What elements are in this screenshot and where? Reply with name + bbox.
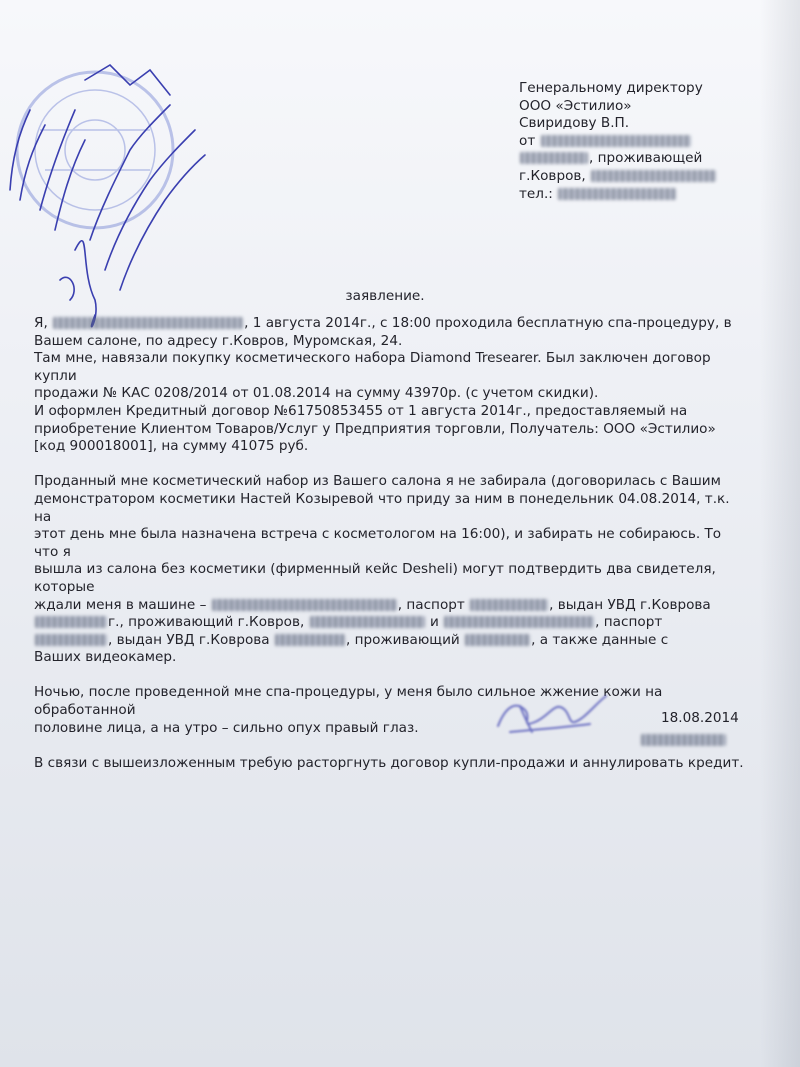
text-line: Проданный мне косметический набор из Вашего салона я не забирала (договорилась с Вашим [34, 473, 721, 490]
redacted-signer-name [641, 734, 726, 746]
redacted-date [275, 634, 345, 646]
addressee-phone-label: тел.: [519, 185, 553, 202]
text-line: демонстратором косметики Настей Козыревой что приду за ним в понедельник 04.08.2014, т.к. на [34, 490, 730, 525]
text-line: И оформлен Кредитный договор №61750853455 от 1 августа 2014г., предоставляемый на [34, 402, 688, 419]
redacted-sender-name [520, 152, 588, 164]
text-fragment: , проживающий [345, 631, 460, 648]
redacted-date [35, 616, 107, 628]
text-fragment: Я, [34, 315, 48, 331]
redacted-address [591, 170, 716, 182]
addressee-line [519, 168, 759, 186]
text-line: Ваших видеокамер. [34, 649, 177, 666]
addressee-line: Свиридову В.П. [519, 115, 630, 132]
addressee-line [519, 150, 759, 168]
text-line: В связи с вышеизложенным требую расторгнуть договор купли-продажи и аннулировать кредит. [34, 754, 744, 771]
text-line: Вашем салоне, по адресу г.Ковров, Муромская, 24. [34, 332, 403, 349]
text-line: Там мне, навязали покупку косметического набора Diamond Tresearer. Был заключен договор купли [34, 350, 711, 384]
paragraph-witnesses [34, 473, 749, 667]
document-body [34, 315, 749, 790]
redacted-sender-name [541, 135, 691, 147]
text-fragment: , выдан УВД г.Коврова [108, 631, 270, 648]
addressee-city: г.Ковров, [519, 167, 586, 184]
text-line: этот день мне была назначена встреча с косметологом на 16:00), и забирать не собираюсь. То что я [34, 526, 722, 560]
redacted-witness-name [212, 599, 397, 611]
signature-date: 18.08.2014 [661, 710, 739, 726]
paragraph-demand [34, 755, 749, 773]
redacted-applicant-name [53, 317, 243, 329]
round-stamp-icon [17, 72, 173, 228]
text-line: Ночью, после проведенной мне спа-процедуры, у меня было сильное жжение кожи на обработанной [34, 684, 663, 719]
text-line: вышла из салона без косметики (фирменный кейс Desheli) могут подтвердить два свидетеля, которые [34, 561, 716, 595]
text-line: продажи № КАС 0208/2014 от 01.08.2014 на сумму 43970р. (с учетом скидки). [34, 385, 599, 402]
signature-name [640, 729, 727, 748]
addressee-block [519, 80, 759, 203]
addressee-line: Генеральному директору [519, 80, 703, 96]
redacted-passport [35, 634, 107, 646]
addressee-residing: , проживающей [589, 150, 703, 167]
redacted-phone [558, 188, 676, 200]
addressee-from: от [519, 132, 536, 149]
text-line: [код 900018001], на сумму 41075 руб. [34, 438, 309, 455]
redacted-witness-name [444, 616, 594, 628]
addressee-line [519, 133, 759, 151]
text-line: приобретение Клиентом Товаров/Услуг у Предприятия торговли, Получатель: ООО «Эстилио» [34, 420, 716, 437]
text-fragment: г., проживающий г.Ковров, [108, 614, 305, 631]
text-fragment: , а также данные с [531, 631, 669, 648]
text-fragment: , 1 августа 2014г., с 18:00 проходила бесплатную спа-процедуру, в [244, 315, 732, 331]
signature-icon [490, 688, 610, 738]
text-fragment: ждали меня в машине – [34, 596, 207, 613]
paragraph-purchase [34, 315, 749, 456]
redacted-passport [470, 599, 548, 611]
text-fragment: , выдан УВД г.Коврова [549, 596, 711, 613]
redacted-address [465, 634, 530, 646]
redacted-address [310, 616, 425, 628]
text-fragment: , паспорт [595, 614, 663, 631]
text-line: половине лица, а на утро – сильно опух правый глаз. [34, 719, 419, 736]
text-fragment: , паспорт [397, 596, 465, 613]
addressee-line [519, 186, 759, 204]
document-title: заявление. [345, 288, 425, 304]
addressee-line: ООО «Эстилио» [519, 97, 632, 114]
text-fragment: и [429, 614, 439, 631]
